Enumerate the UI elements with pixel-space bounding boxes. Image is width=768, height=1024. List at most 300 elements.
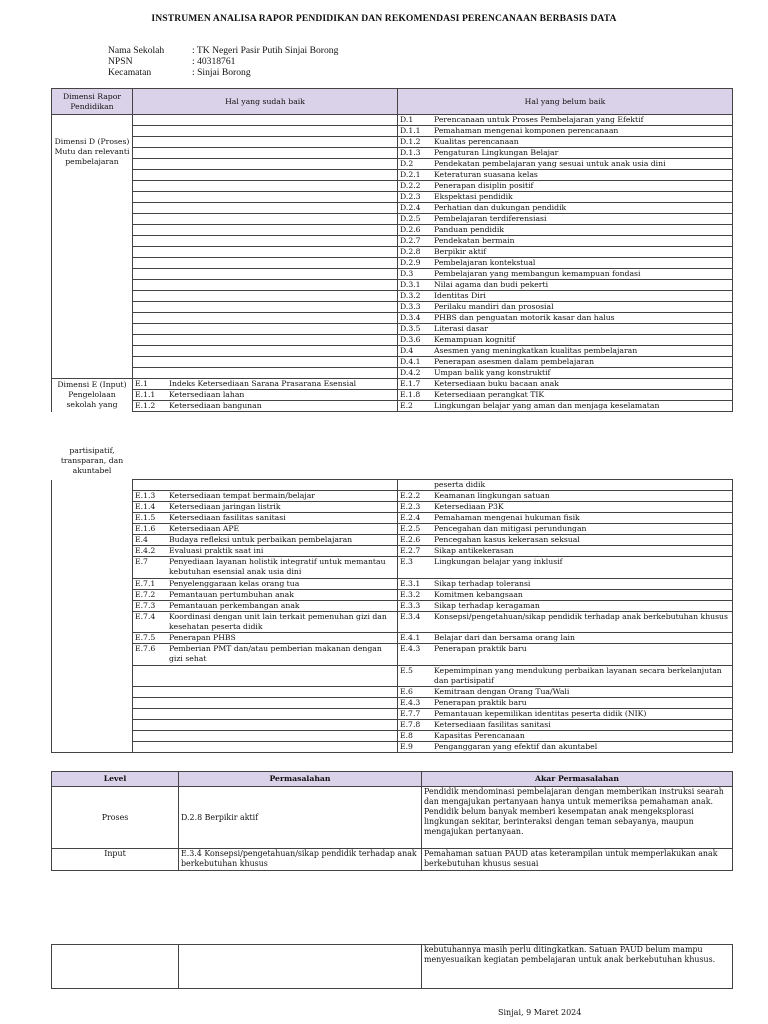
item-code: E.1.7	[400, 379, 421, 388]
table-row	[52, 148, 733, 159]
item-code: D.3.2	[400, 291, 421, 300]
item-code: E.7.8	[400, 720, 421, 729]
item-code: E.6	[400, 687, 413, 696]
table-row	[52, 159, 733, 170]
item-text: Penerapan PHBS	[169, 633, 236, 642]
item-text: Lingkungan belajar yang aman dan menjaga keselamatan	[434, 401, 660, 410]
document-title: INSTRUMEN ANALISA RAPOR PENDIDIKAN DAN REKOMENDASI PERENCANAAN BERBASIS DATA	[151, 13, 617, 24]
not-good-cell-content	[400, 214, 730, 224]
item-text: Ketersediaan buku bacaan anak	[434, 379, 559, 388]
item-code: E.4.2	[135, 546, 156, 555]
item-code: D.2.8	[400, 247, 421, 256]
item-text: Kemitraan dengan Orang Tua/Wali	[434, 687, 570, 696]
item-text: Asesmen yang meningkatkan kualitas pembelajaran	[434, 346, 638, 355]
not-good-cell-content	[400, 535, 730, 545]
item-code: E.1.6	[135, 524, 156, 533]
item-code: E.2.4	[400, 513, 421, 522]
not-good-cell-content	[400, 368, 730, 378]
table-row	[52, 731, 733, 742]
item-code: E.1	[135, 379, 148, 388]
item-code: D.1.1	[400, 126, 421, 135]
table-row	[52, 291, 733, 302]
table-row	[52, 687, 733, 698]
item-code: D.3	[400, 269, 414, 278]
item-code: E.9	[400, 742, 413, 751]
not-good-cell	[398, 170, 733, 181]
not-good-cell	[398, 709, 733, 720]
not-good-cell	[398, 236, 733, 247]
dimension-e-cell	[52, 379, 133, 412]
rapor-table-page2	[51, 445, 733, 753]
good-cell-content	[135, 401, 395, 411]
header-belum-baik: Hal yang belum baik	[398, 89, 733, 115]
not-good-cell	[398, 379, 733, 390]
good-cell	[133, 535, 398, 546]
good-cell	[133, 546, 398, 557]
table-row	[52, 379, 733, 390]
not-good-cell	[398, 280, 733, 291]
not-good-cell-content	[400, 148, 730, 158]
table-row	[52, 313, 733, 324]
item-code: D.4	[400, 346, 414, 355]
good-cell-content	[135, 502, 395, 512]
item-code: D.1	[400, 115, 414, 124]
not-good-cell	[398, 181, 733, 192]
item-code: E.3.1	[400, 578, 421, 588]
good-cell-empty	[133, 115, 398, 126]
not-good-cell	[398, 491, 733, 502]
dimension-e-cont-label: partisipatif, transparan, dan akuntabel	[60, 445, 124, 475]
item-code: D.3.5	[400, 324, 421, 333]
item-text: Ekspektasi pendidik	[434, 192, 513, 201]
item-code: D.1.3	[400, 148, 421, 157]
table-row	[52, 698, 733, 709]
table-row	[52, 137, 733, 148]
level-cell: Proses	[52, 787, 179, 849]
not-good-cell	[398, 203, 733, 214]
table-row	[52, 258, 733, 269]
not-good-cell	[398, 390, 733, 401]
not-good-cell	[398, 546, 733, 557]
item-text: Sikap terhadap keragaman	[434, 600, 540, 610]
not-good-cell-content	[400, 720, 730, 730]
not-good-cell-content	[400, 379, 730, 389]
table-row	[52, 170, 733, 181]
info-label: Kecamatan	[108, 67, 152, 78]
item-code: E.3.2	[400, 589, 421, 599]
item-text: Berpikir aktif	[434, 247, 487, 256]
not-good-cell	[398, 302, 733, 313]
table-row	[52, 335, 733, 346]
not-good-cell-content	[400, 302, 730, 312]
item-text: Kapasitas Perencanaan	[434, 731, 525, 740]
not-good-cell	[398, 644, 733, 666]
item-text: Pembelajaran terdiferensiasi	[434, 214, 547, 223]
info-value: : 40318761	[192, 56, 236, 67]
not-good-cell-content	[400, 491, 730, 501]
info-row	[108, 56, 338, 67]
table-row	[52, 214, 733, 225]
not-good-cell	[398, 633, 733, 644]
item-text: Evaluasi praktik saat ini	[169, 546, 264, 555]
table-row	[52, 324, 733, 335]
item-code: E.1.3	[135, 491, 156, 500]
table-row	[52, 203, 733, 214]
not-good-cell-content	[400, 502, 730, 512]
item-code: D.2.4	[400, 203, 421, 212]
good-cell	[133, 379, 398, 390]
table-row	[52, 546, 733, 557]
item-text: Penerapan praktik baru	[434, 698, 527, 707]
good-cell-empty	[133, 137, 398, 148]
header-akar: Akar Permasalahan	[422, 772, 733, 787]
info-value: : Sinjai Borong	[192, 67, 251, 78]
not-good-cell	[398, 346, 733, 357]
table-row	[52, 401, 733, 412]
not-good-cell	[398, 720, 733, 731]
good-cell-empty	[133, 324, 398, 335]
item-code: E.4	[135, 535, 148, 544]
item-code: E.2.3	[400, 502, 421, 511]
good-cell-content	[135, 491, 395, 501]
item-text: Komitmen kebangsaan	[434, 589, 523, 599]
not-good-cell-content	[400, 170, 730, 180]
item-text: Literasi dasar	[434, 324, 489, 333]
item-text: Ketersediaan bangunan	[169, 401, 262, 410]
not-good-cell	[398, 269, 733, 280]
not-good-cell-content	[400, 524, 730, 534]
good-cell-content	[135, 535, 395, 545]
header-level: Level	[52, 772, 179, 787]
info-label: Nama Sekolah	[108, 45, 165, 56]
not-good-cell-content	[400, 612, 730, 622]
item-text: Ketersediaan tempat bermain/belajar	[169, 491, 315, 500]
item-code: E.3.4	[400, 611, 421, 621]
item-text: Sikap terhadap toleransi	[434, 578, 531, 588]
good-cell-empty	[133, 170, 398, 181]
not-good-cell-content	[400, 280, 730, 290]
item-text: Ketersediaan fasilitas sanitasi	[434, 720, 551, 729]
dimension-d-label: Dimensi D (Proses) Mutu dan relevanti pembelajaran	[54, 136, 130, 166]
not-good-cell	[398, 578, 733, 589]
item-text: Panduan pendidik	[434, 225, 505, 234]
problem-table-continued	[51, 944, 733, 989]
not-good-cell	[398, 192, 733, 203]
info-label: NPSN	[108, 56, 133, 67]
item-text: Pencegahan kasus kekerasan seksual	[434, 535, 580, 544]
good-cell	[133, 720, 398, 731]
not-good-cell-content	[400, 346, 730, 356]
table-row	[52, 225, 733, 236]
not-good-cell	[398, 557, 733, 579]
not-good-cell	[398, 513, 733, 524]
problem-row	[52, 787, 733, 849]
rapor-table-page1	[51, 88, 733, 412]
not-good-cell	[398, 611, 733, 633]
item-code: E.2	[400, 401, 413, 410]
good-cell	[133, 600, 398, 611]
not-good-cell-cont	[398, 480, 733, 491]
not-good-cell	[398, 665, 733, 687]
good-cell-empty	[133, 269, 398, 280]
signature-date: Sinjai, 9 Maret 2024	[498, 1008, 582, 1017]
item-text: Pemahaman mengenai komponen perencanaan	[434, 126, 619, 135]
good-cell-empty	[133, 192, 398, 203]
item-text: Pencegahan dan mitigasi perundungan	[434, 524, 587, 533]
good-cell-empty	[133, 225, 398, 236]
not-good-cell	[398, 357, 733, 368]
item-code: D.3.1	[400, 280, 421, 289]
not-good-cell-content	[400, 335, 730, 345]
not-good-cell-content	[400, 357, 730, 367]
item-text: Pengaturan Lingkungan Belajar	[434, 148, 559, 157]
good-cell	[133, 644, 398, 666]
item-text: Pemantauan kepemilikan identitas peserta didik (NIK)	[434, 709, 647, 718]
good-cell-empty	[133, 126, 398, 137]
info-row	[108, 67, 338, 78]
item-text: Perencanaan untuk Proses Pembelajaran yang Efektif	[434, 115, 644, 124]
item-text: Penerapan disiplin positif	[434, 181, 534, 190]
problem-cell: E.3.4 Konsepsi/pengetahuan/sikap pendidik terhadap anak berkebutuhan khusus	[179, 849, 422, 871]
item-text: Pendekatan bermain	[434, 236, 515, 245]
table-row	[52, 480, 733, 491]
not-good-cell	[398, 258, 733, 269]
item-code: E.4.3	[400, 644, 421, 653]
not-good-cell-content	[400, 225, 730, 235]
not-good-cell	[398, 159, 733, 170]
item-text: Pemberian PMT dan/atau pemberian makanan dengan gizi sehat	[169, 644, 382, 663]
item-text: Ketersediaan perangkat TIK	[434, 390, 545, 399]
table-row	[52, 600, 733, 611]
item-code: E.1.8	[400, 390, 421, 399]
problem-cell: D.2.8 Berpikir aktif	[179, 787, 422, 849]
item-code: D.2.1	[400, 170, 421, 179]
table-row	[52, 513, 733, 524]
table-row	[52, 665, 733, 687]
problem-table	[51, 771, 733, 871]
good-cell-content	[135, 612, 395, 632]
item-text: Koordinasi dengan unit lain terkait pemenuhan gizi dan kesehatan peserta didik	[169, 611, 387, 631]
item-text: Ketersediaan APE	[169, 524, 240, 533]
item-code: E.7.1	[135, 578, 156, 588]
item-text: Pembelajaran kontekstual	[434, 258, 536, 267]
table-row	[52, 192, 733, 203]
good-cell-empty	[133, 313, 398, 324]
good-cell-empty	[133, 335, 398, 346]
item-text: Konsepsi/pengetahuan/sikap pendidik terhadap anak berkebutuhan khusus	[434, 611, 728, 621]
item-code: D.2.7	[400, 236, 421, 245]
not-good-cell	[398, 731, 733, 742]
table-row	[52, 557, 733, 579]
item-text: Penerapan asesmen dalam pembelajaran	[434, 357, 595, 366]
table-row	[52, 589, 733, 600]
item-code: D.2	[400, 159, 414, 168]
item-text: Pembelajaran yang membangun kemampuan fondasi	[434, 269, 641, 278]
dimension-e-cont-cell	[52, 445, 133, 753]
good-cell-empty	[133, 236, 398, 247]
item-text: Perhatian dan dukungan pendidik	[434, 203, 567, 212]
header-sudah-baik: Hal yang sudah baik	[133, 89, 398, 115]
dimension-d-cell	[52, 115, 133, 379]
item-code: D.3.6	[400, 335, 421, 344]
table-row	[52, 720, 733, 731]
item-text: Pendekatan pembelajaran yang sesuai untuk anak usia dini	[434, 159, 666, 168]
good-cell-empty	[133, 148, 398, 159]
not-good-cell	[398, 698, 733, 709]
item-text: Penyediaan layanan holistik integratif untuk memantau kebutuhan esensial anak usia dini	[169, 557, 386, 576]
table-row	[52, 236, 733, 247]
item-code: D.1.2	[400, 137, 421, 146]
item-text: Belajar dari dan bersama orang lain	[434, 633, 575, 642]
not-good-cell-content	[400, 742, 730, 752]
good-cell-content	[135, 644, 395, 664]
not-good-cell	[398, 115, 733, 126]
item-code: E.7.5	[135, 633, 156, 642]
item-code: E.2.7	[400, 546, 421, 555]
not-good-cell-content	[400, 291, 730, 301]
not-good-cell	[398, 313, 733, 324]
good-cell	[133, 687, 398, 698]
item-code: D.2.6	[400, 225, 421, 234]
cont-problem-cell	[179, 945, 422, 989]
not-good-cell	[398, 502, 733, 513]
item-text: Ketersediaan fasilitas sanitasi	[169, 513, 286, 522]
not-good-cell-content	[400, 709, 730, 719]
table-row	[52, 280, 733, 291]
good-cell	[133, 698, 398, 709]
item-text: Identitas Diri	[434, 291, 486, 300]
item-text: Penyelenggaraan kelas orang tua	[169, 578, 300, 588]
item-text: Umpan balik yang konstruktif	[434, 368, 551, 377]
good-cell-empty	[133, 280, 398, 291]
not-good-cell	[398, 247, 733, 258]
not-good-cell-content	[400, 633, 730, 643]
item-text: Pemantauan perkembangan anak	[169, 600, 300, 610]
table-row	[52, 126, 733, 137]
good-cell-content	[135, 601, 395, 611]
good-cell-content	[135, 579, 395, 589]
item-code: E.7.6	[135, 644, 156, 653]
good-cell-content	[135, 390, 395, 400]
item-code: D.4.1	[400, 357, 421, 366]
item-code: E.2.5	[400, 524, 421, 533]
item-code: E.7.7	[400, 709, 421, 718]
good-cell	[133, 557, 398, 579]
item-text: Pemantauan pertumbuhan anak	[169, 589, 294, 599]
table-row	[52, 491, 733, 502]
good-cell	[133, 401, 398, 412]
table-row	[52, 115, 733, 126]
not-good-cell	[398, 687, 733, 698]
not-good-cell-content	[400, 546, 730, 556]
not-good-cell	[398, 589, 733, 600]
not-good-cell	[398, 600, 733, 611]
good-cell	[133, 513, 398, 524]
item-text: Ketersediaan lahan	[169, 390, 245, 399]
good-cell-empty	[133, 291, 398, 302]
item-text: Nilai agama dan budi pekerti	[434, 280, 549, 289]
root-cause-cell: Pemahaman satuan PAUD atas keterampilan untuk memperlakukan anak berkebutuhan khusus sesuai	[422, 849, 733, 871]
not-good-cell	[398, 524, 733, 535]
info-row	[108, 45, 338, 56]
item-code: E.1.5	[135, 513, 156, 522]
not-good-cell-content	[400, 401, 730, 411]
dimension-e-label: Dimensi E (Input) Pengelolaan sekolah yang	[57, 380, 127, 410]
not-good-cell-content	[400, 324, 730, 334]
not-good-cell	[398, 535, 733, 546]
table-row	[52, 302, 733, 313]
not-good-cell-content	[400, 269, 730, 279]
item-text: Indeks Ketersediaan Sarana Prasarana Esensial	[169, 379, 357, 388]
good-cell	[133, 611, 398, 633]
not-good-cell-content	[400, 159, 730, 169]
good-cell	[133, 709, 398, 720]
not-good-cell-content	[400, 181, 730, 191]
not-good-cell	[398, 148, 733, 159]
table-row	[52, 644, 733, 666]
item-text: Kemampuan kognitif	[434, 335, 516, 344]
good-cell	[133, 633, 398, 644]
table-row	[52, 357, 733, 368]
root-cause-cell: Pendidik mendominasi pembelajaran dengan memberikan instruksi searah dan mengajukan pertanyaan hanya untuk memeriksa pemahaman anak. Pendidik belum banyak memberi kesempatan anak mengeksplorasi lingkungan sekitar, berinteraksi dengan teman sebayanya, maupun mengajukan pertanyaan.	[422, 787, 733, 849]
item-code: E.1.1	[135, 390, 156, 399]
problem-row	[52, 849, 733, 871]
item-text: Sikap antikekerasan	[434, 546, 514, 555]
good-cell	[133, 491, 398, 502]
school-info	[108, 45, 338, 78]
item-code: E.4.3	[400, 698, 421, 707]
table-row	[52, 390, 733, 401]
good-cell	[133, 731, 398, 742]
not-good-cell-content	[400, 590, 730, 600]
not-good-cell-content	[400, 698, 730, 708]
item-code: E.8	[400, 731, 413, 740]
not-good-cell-content	[400, 236, 730, 246]
item-code: D.3.4	[400, 313, 421, 322]
item-code: D.2.5	[400, 214, 421, 223]
not-good-cell	[398, 401, 733, 412]
good-cell-empty	[133, 181, 398, 192]
not-good-cell-content	[400, 137, 730, 147]
good-cell-content	[135, 557, 395, 577]
good-cell-content	[135, 513, 395, 523]
table-row	[52, 502, 733, 513]
item-text: Penerapan praktik baru	[434, 644, 527, 653]
good-cell	[133, 742, 398, 753]
item-code: E.7.2	[135, 589, 156, 599]
not-good-cell-content	[400, 666, 730, 686]
table-row	[52, 709, 733, 720]
not-good-cell-content	[400, 731, 730, 741]
item-code: E.7.3	[135, 600, 156, 610]
not-good-cell-content	[400, 258, 730, 268]
item-text: Perilaku mandiri dan prososial	[434, 302, 554, 311]
not-good-cell	[398, 742, 733, 753]
not-good-cell	[398, 368, 733, 379]
good-cell-content	[135, 633, 395, 643]
item-code: D.2.3	[400, 192, 421, 201]
not-good-cell-content	[400, 557, 730, 567]
item-code: D.2.2	[400, 181, 421, 190]
info-value: : TK Negeri Pasir Putih Sinjai Borong	[192, 45, 339, 56]
table-row	[52, 247, 733, 258]
item-code: E.2.2	[400, 491, 421, 500]
table-row	[52, 578, 733, 589]
not-good-cell-content	[400, 644, 730, 654]
not-good-cell	[398, 137, 733, 148]
not-good-cell-content	[400, 115, 730, 125]
good-cell-empty	[133, 159, 398, 170]
